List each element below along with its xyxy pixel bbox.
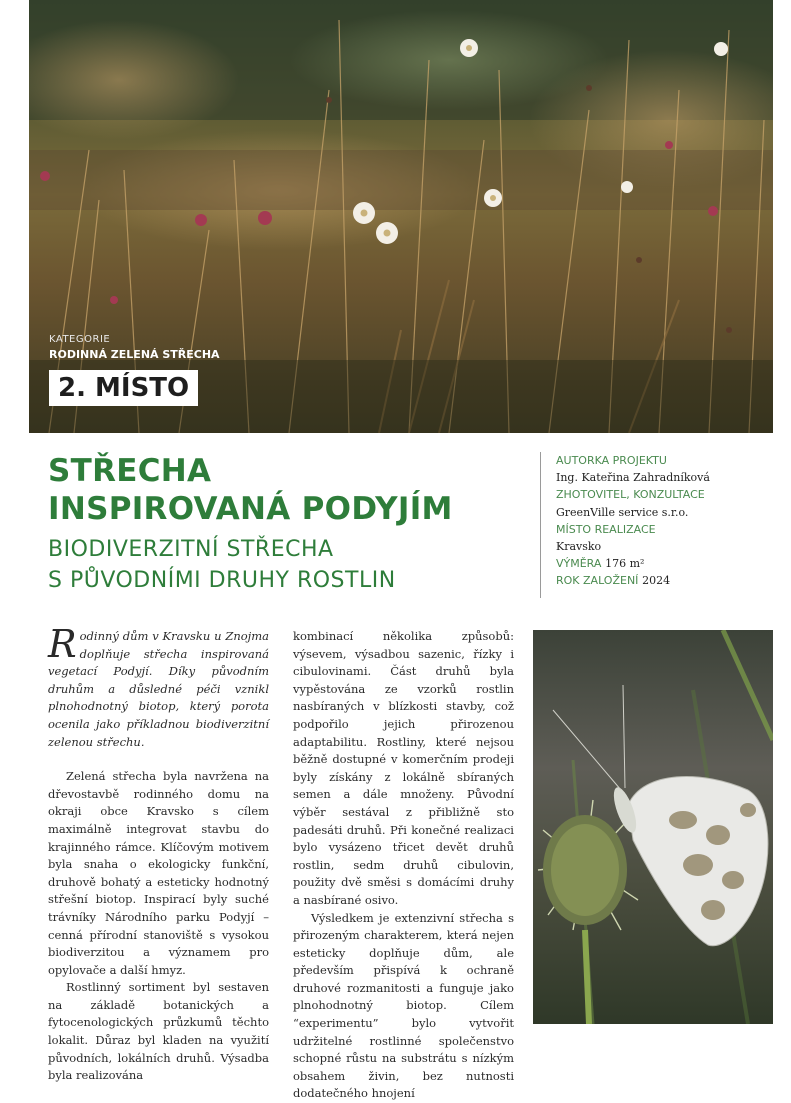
text-column-1 bbox=[48, 628, 269, 1085]
project-info-panel bbox=[540, 452, 785, 598]
body-paragraph-3: kombinací několika způsobů: výsevem, výsadbou sazenic, řízky i cibulovinami. Část druhů byla vypěstována ze vzorků rostlin nasbíraných v blízkosti stavby, což podpořilo jejich přirozenou adaptabilitu. Rostliny, které nejsou běžně dostupné v komerčním prodeji byly získány z lokálně sbíraných semen a dále množeny. Původní výběr sestával z přibližně sto padesáti druhů. Při konečné realizaci bylo vysázeno třicet devět druhů rostlin, sedm druhů cibulovin, použity dvě směsi s domácími druhy a nasbírané osivo. bbox=[293, 628, 514, 910]
lead-text: odinný dům v Kravsku u Znojma doplňuje střecha inspirovaná vegetací Podyjí. Díky původním druhům a důsledné péči vznikl plnohodnotný biotop, který porota ocenila jako příkladnou biodiverzitní zelenou střechu. bbox=[48, 629, 269, 749]
article-subtitle bbox=[48, 534, 396, 596]
author-value: Ing. Kateřina Zahradníková bbox=[556, 469, 785, 486]
butterfly-illustration bbox=[533, 630, 773, 1024]
contractor-value: GreenVille service s.r.o. bbox=[556, 504, 785, 521]
area-row bbox=[556, 555, 785, 572]
area-label: VÝMĚRA bbox=[556, 557, 601, 570]
year-row bbox=[556, 572, 785, 589]
location-value: Kravsko bbox=[556, 538, 785, 555]
year-value: 2024 bbox=[642, 574, 670, 587]
area-value: 176 m² bbox=[605, 557, 644, 570]
place-badge: 2. MÍSTO bbox=[49, 370, 198, 406]
author-label: AUTORKA PROJEKTU bbox=[556, 452, 785, 469]
body-paragraph-4: Výsledkem je extenzivní střecha s přirozeným charakterem, která nejen esteticky doplňuje dům, ale především přispívá k ochraně druhové rozmanitosti a funguje jako plnohodnotný biotop. Cílem “experimentu” bylo vytvořit udržitelné rostlinné společenstvo schopné růstu na substrátu s nízkým obsahem živin, bez nutnosti dodatečného hnojení bbox=[293, 910, 514, 1103]
article-subtitle-line-2: S PŮVODNÍMI DRUHY ROSTLIN bbox=[48, 565, 396, 596]
contractor-label: ZHOTOVITEL, KONZULTACE bbox=[556, 486, 785, 503]
meadow-illustration bbox=[29, 0, 773, 433]
location-label: MÍSTO REALIZACE bbox=[556, 521, 785, 538]
article-title-line-2: INSPIROVANÁ PODYJÍM bbox=[48, 490, 453, 528]
year-label: ROK ZALOŽENÍ bbox=[556, 574, 638, 587]
body-paragraph-1: Zelená střecha byla navržena na dřevostavbě rodinného domu na okraji obce Kravsko s cílem maximálně integrovat stavbu do krajinného rámce. Klíčovým motivem byla snaha o ekologicky funkční, druhově bohatý a esteticky hodnotný střešní biotop. Inspirací byly suché trávníky Národního parku Podyjí – cenná přírodní stanoviště s vysokou biodiverzitou a významem pro opylovače a další hmyz. bbox=[48, 768, 269, 979]
category-name: RODINNÁ ZELENÁ STŘECHA bbox=[49, 348, 220, 361]
lead-paragraph bbox=[48, 628, 269, 751]
article-title-line-1: STŘECHA bbox=[48, 452, 453, 490]
article-title bbox=[48, 452, 453, 528]
butterfly-photo bbox=[533, 630, 773, 1024]
drop-cap: R bbox=[48, 629, 77, 659]
text-column-2 bbox=[293, 628, 514, 1103]
article-subtitle-line-1: BIODIVERZITNÍ STŘECHA bbox=[48, 534, 396, 565]
body-paragraph-2: Rostlinný sortiment byl sestaven na základě botanických a fytocenologických průzkumů těchto lokalit. Důraz byl kladen na využití původních, lokálních druhů. Výsadba byla realizována bbox=[48, 979, 269, 1085]
category-label: KATEGORIE bbox=[49, 334, 110, 345]
hero-photo bbox=[29, 0, 773, 433]
